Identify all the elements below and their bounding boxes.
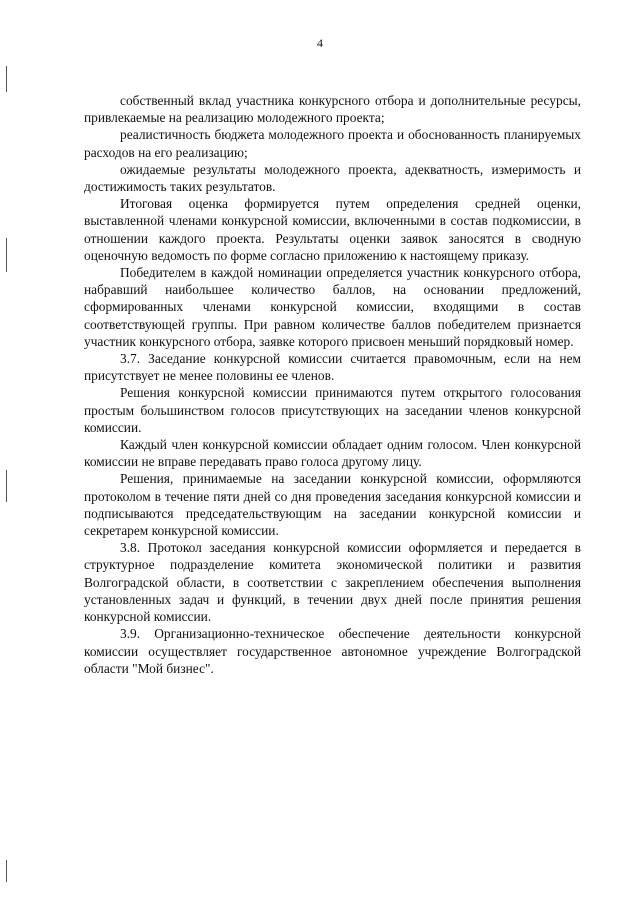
scan-edge-mark <box>6 470 7 502</box>
paragraph-budget-realism: реалистичность бюджета молодежного проекта и обоснованность планируемых расходов на его реализацию; <box>84 127 581 160</box>
paragraph-protocol-decisions: Решения, принимаемые на заседании конкурсной комиссии, оформляются протоколом в течение пяти дней со дня проведения заседания конкурсной комиссии и подписываются председательствующим на заседании конкурсной комиссии и секретарем конкурсной комиссии. <box>84 471 581 539</box>
scan-edge-mark <box>6 860 7 882</box>
paragraph-budget-own-contribution: собственный вклад участника конкурсного отбора и дополнительные ресурсы, привлекаемые на реализацию молодежного проекта; <box>84 93 581 126</box>
scan-edge-mark <box>6 238 7 272</box>
paragraph-3-7-quorum: 3.7. Заседание конкурсной комиссии считается правомочным, если на нем присутствует не менее половины ее членов. <box>84 351 581 384</box>
paragraph-voting: Решения конкурсной комиссии принимаются путем открытого голосования простым большинством голосов присутствующих на заседании членов конкурсной комиссии. <box>84 385 581 435</box>
page-number: 4 <box>317 36 323 50</box>
document-body <box>84 92 581 677</box>
paragraph-one-vote: Каждый член конкурсной комиссии обладает одним голосом. Член конкурсной комиссии не вправе передавать право голоса другому лицу. <box>84 437 581 470</box>
scan-edge-mark <box>6 66 7 92</box>
paragraph-winner: Победителем в каждой номинации определяется участник конкурсного отбора, набравший наибольшее количество баллов, на основании предложений, сформированных членами конкурсной комиссии, входящими в состав соответствующей группы. При равном количестве баллов победителем признается участник конкурсного отбора, заявке которого присвоен меньший порядковый номер. <box>84 265 581 349</box>
paragraph-final-score: Итоговая оценка формируется путем определения средней оценки, выставленной членами конкурсной комиссии, включенными в состав подкомиссии, в отношении каждого проекта. Результаты оценки заявок заносятся в сводную оценочную ведомость по форме согласно приложению к настоящему приказу. <box>84 196 581 263</box>
paragraph-3-9-support: 3.9. Организационно-техническое обеспечение деятельности конкурсной комиссии осуществляет государственное автономное учреждение Волгоградской области "Мой бизнес". <box>84 626 581 676</box>
paragraph-expected-results: ожидаемые результаты молодежного проекта, адекватность, измеримость и достижимость таких результатов. <box>84 161 581 195</box>
paragraph-3-8-protocol: 3.8. Протокол заседания конкурсной комиссии оформляется и передается в структурное подразделение комитета экономической политики и развития Волгоградской области, в соответствии с закреплением обеспечения выполнения установленных задач и функций, в течении двух дней после принятия решения конкурсной комиссии. <box>84 540 581 625</box>
